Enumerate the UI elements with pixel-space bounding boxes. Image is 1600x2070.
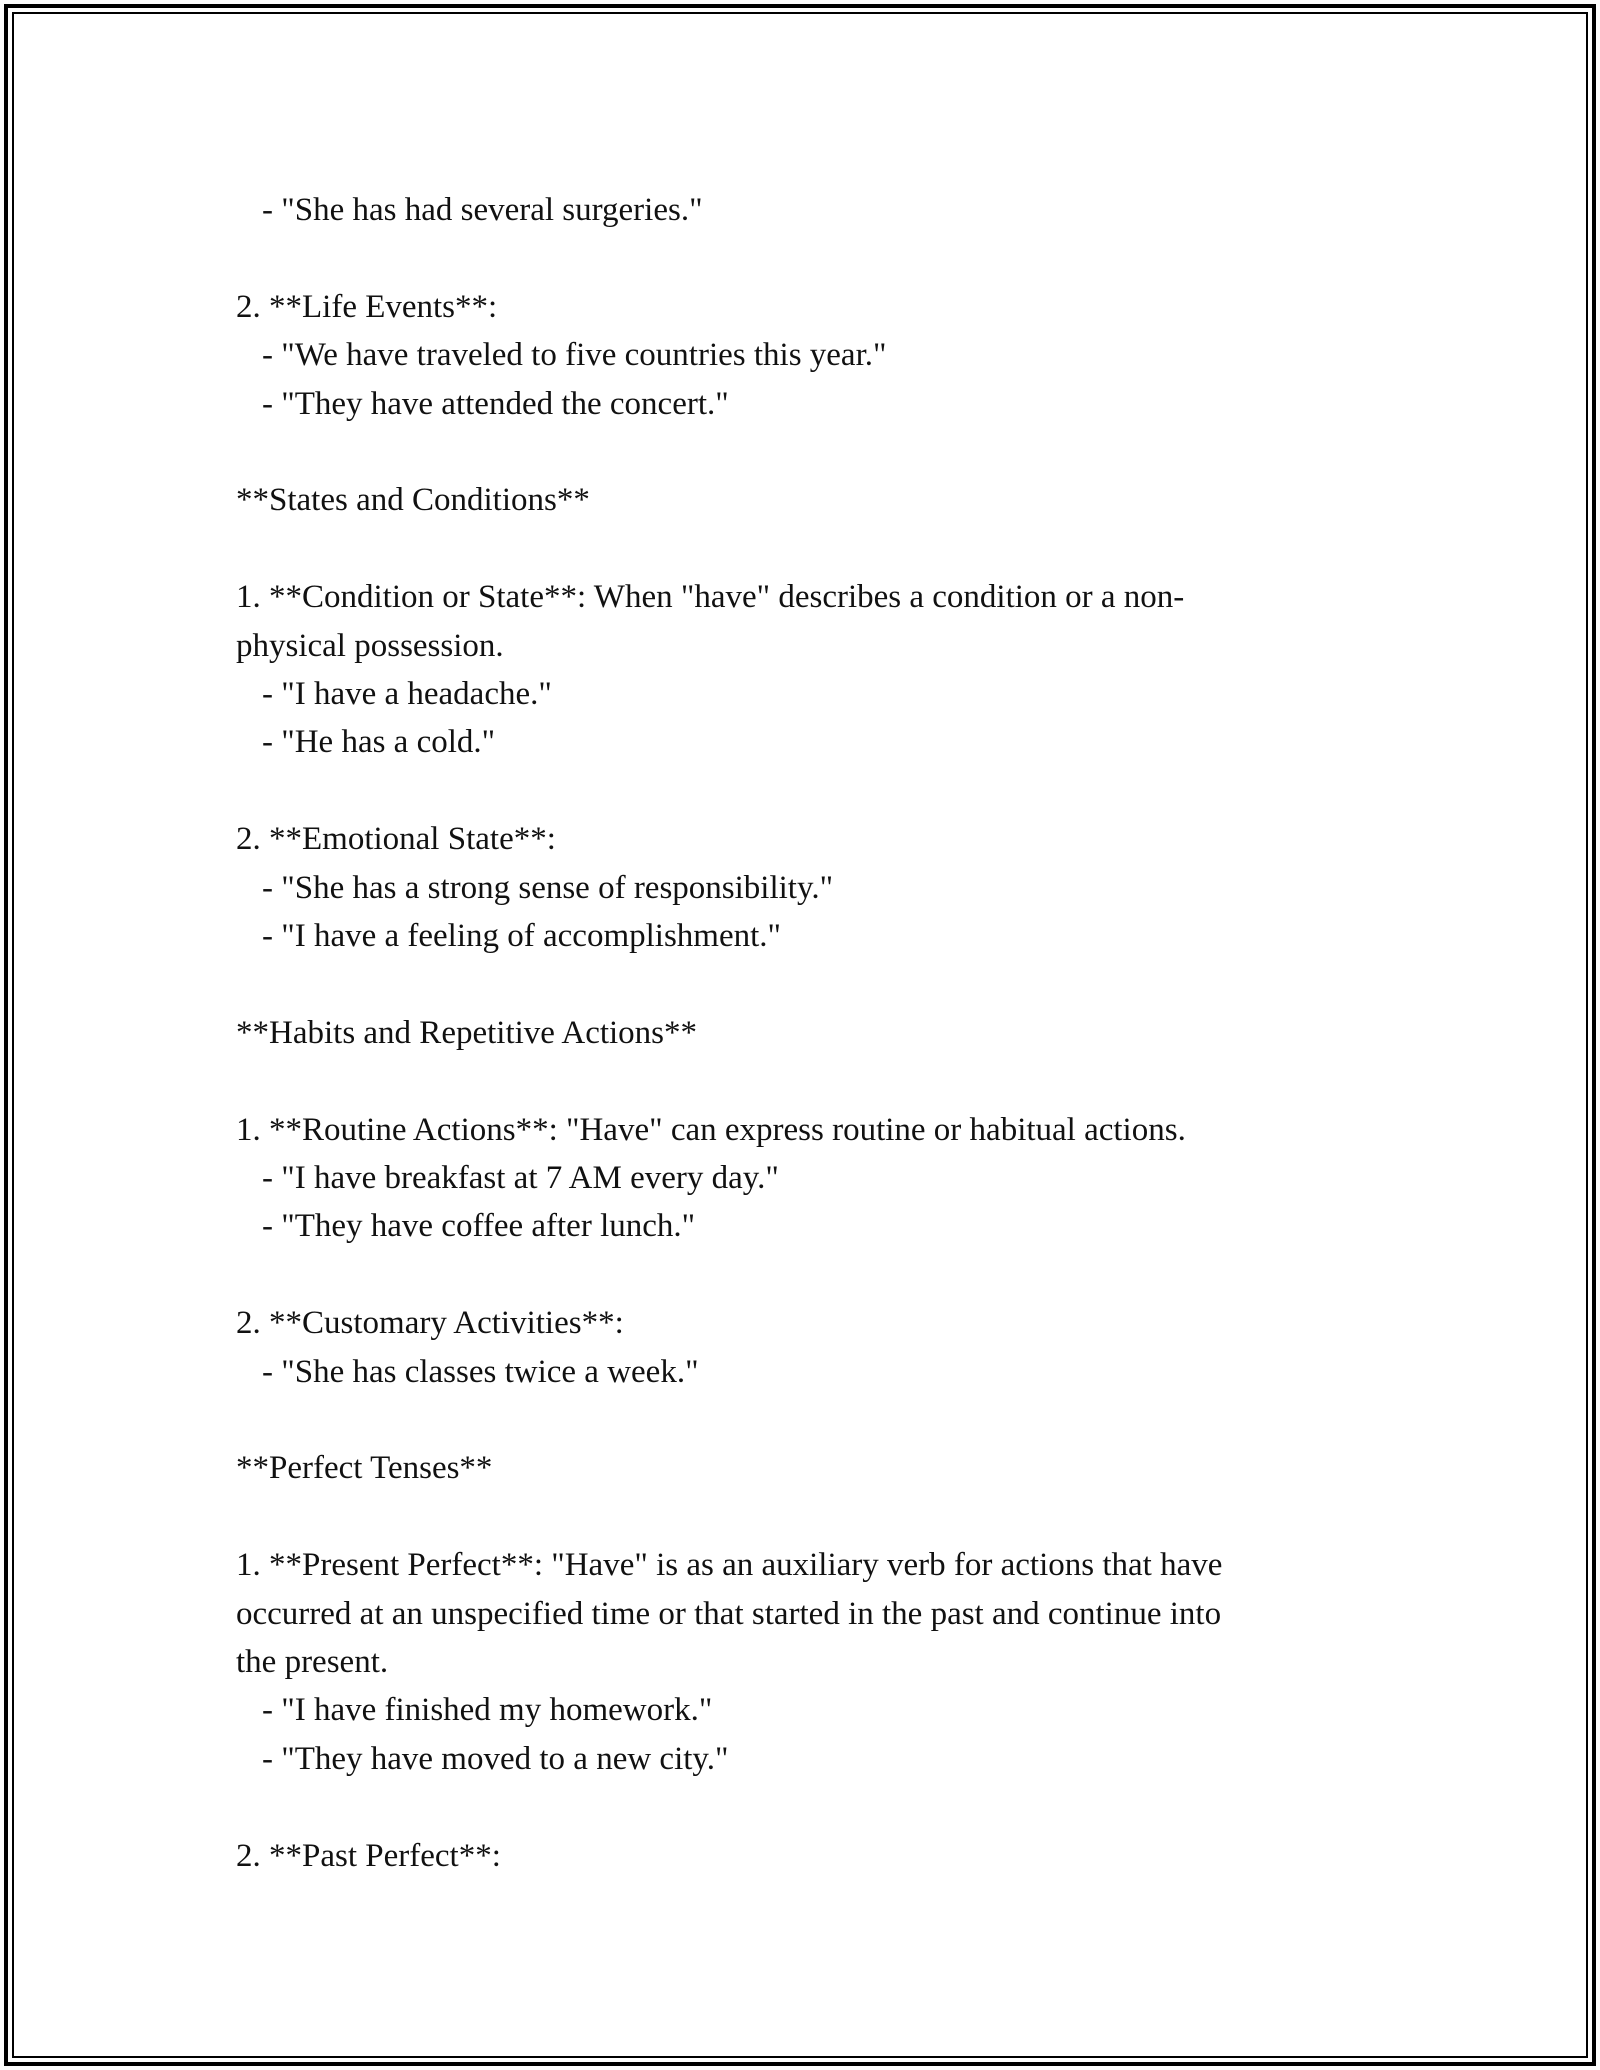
example-line: - "I have a headache." [262, 676, 552, 713]
list-item-heading: 2. **Life Events**: [236, 288, 498, 325]
list-item-heading: 2. **Customary Activities**: [236, 1305, 624, 1342]
blank-line [236, 1057, 1366, 1105]
blank-line [236, 1783, 1366, 1831]
list-item-continuation: occurred at an unspecified time or that started in the past and continue into [236, 1595, 1222, 1632]
section-heading: **States and Conditions** [236, 482, 590, 519]
example-line: - "She has had several surgeries." [262, 192, 703, 228]
example-line: - "I have breakfast at 7 AM every day." [262, 1160, 779, 1197]
document-body [236, 186, 1366, 1880]
blank-line [236, 428, 1366, 476]
blank-line [236, 767, 1366, 815]
blank-line [236, 1251, 1366, 1299]
example-line: - "I have a feeling of accomplishment." [262, 918, 781, 955]
section-heading: **Habits and Repetitive Actions** [236, 1014, 698, 1051]
example-line: - "We have traveled to five countries this year." [262, 337, 887, 374]
blank-line [236, 960, 1366, 1008]
blank-line [236, 1493, 1366, 1541]
example-line: - "She has a strong sense of responsibility." [262, 869, 834, 906]
example-line: - "He has a cold." [262, 724, 496, 761]
blank-line [236, 1396, 1366, 1444]
example-line: - "She has classes twice a week." [262, 1353, 699, 1390]
section-heading: **Perfect Tenses** [236, 1450, 493, 1487]
list-item-continuation: physical possession. [236, 627, 504, 664]
example-line: - "They have coffee after lunch." [262, 1208, 696, 1245]
list-item-heading: 2. **Past Perfect**: [236, 1837, 501, 1874]
list-item-heading: 1. **Present Perfect**: "Have" is as an auxiliary verb for actions that have [236, 1547, 1223, 1584]
example-line: - "I have finished my homework." [262, 1692, 713, 1729]
example-line: - "They have attended the concert." [262, 385, 729, 422]
list-item-heading: 1. **Condition or State**: When "have" describes a condition or a non- [236, 579, 1185, 616]
list-item-continuation: the present. [236, 1644, 389, 1681]
list-item-heading: 1. **Routine Actions**: "Have" can express routine or habitual actions. [236, 1111, 1186, 1148]
blank-line [236, 234, 1366, 282]
list-item-heading: 2. **Emotional State**: [236, 821, 556, 858]
blank-line [236, 525, 1366, 573]
example-line: - "They have moved to a new city." [262, 1740, 729, 1777]
